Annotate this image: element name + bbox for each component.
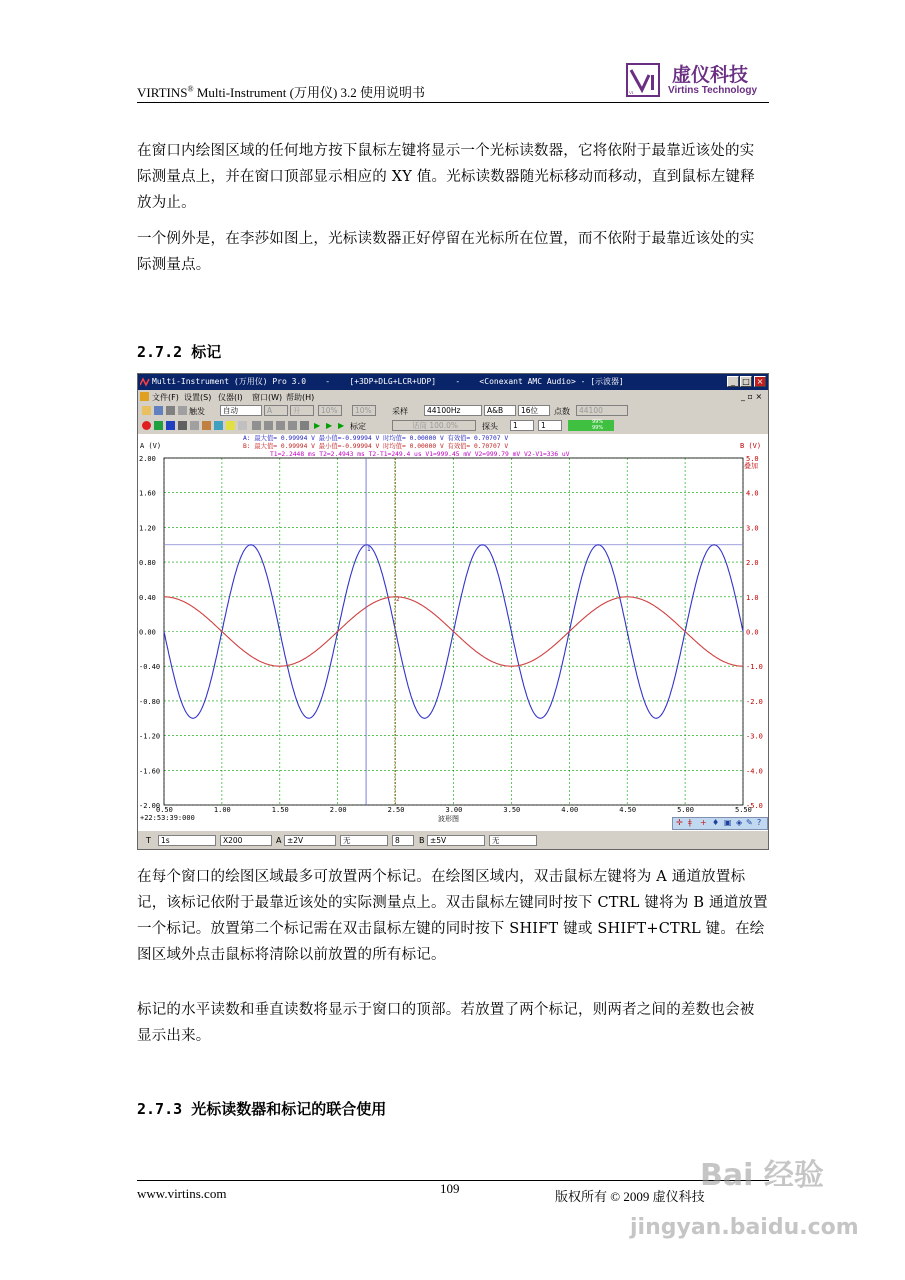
print-icon[interactable] [166, 406, 175, 415]
header-rule [137, 102, 769, 103]
mode-label: 叠加 [744, 462, 758, 470]
channel-mode-select[interactable]: A&B [484, 405, 516, 416]
page-number: 109 [440, 1181, 460, 1196]
app-titlebar [138, 374, 768, 390]
y-tick-label-right: -2.0 [746, 697, 763, 706]
x-tick-label: 1.50 [271, 806, 289, 814]
menu-settings[interactable]: 设置(S) [184, 393, 212, 402]
export-tool-icon[interactable]: ▣ [724, 818, 732, 827]
mark-label[interactable]: 标定 [350, 422, 366, 431]
y-tick-label-left: -1.60 [139, 767, 161, 776]
calibrate-icon[interactable] [252, 421, 261, 430]
microphone-volume-field[interactable]: 话筒 100.0% [392, 420, 476, 431]
x-tick-label: 4.00 [561, 806, 579, 814]
watermark-baidu: Bai 经验 [700, 1158, 824, 1193]
logo-mark-text: VI [629, 90, 634, 95]
probe-label: 探头 [482, 422, 498, 431]
y-tick-label-right: 3.0 [746, 524, 759, 533]
trigger-icon [178, 406, 187, 415]
y-tick-label-left: 0.40 [139, 593, 156, 602]
footer-url: www.virtins.com [137, 1186, 227, 1201]
zoom-select[interactable]: X200 [220, 835, 272, 846]
time-label: T [146, 836, 151, 845]
help-icon[interactable]: ? [757, 818, 762, 827]
save-icon[interactable] [154, 406, 163, 415]
plot-toolbar [672, 817, 768, 830]
header-title-rest: Multi-Instrument (万用仪) 3.2 使用说明书 [193, 85, 426, 100]
header-title-prefix: VIRTINS [137, 85, 188, 100]
chart-green-icon[interactable] [154, 421, 163, 430]
y-tick-label-right: 2.0 [746, 559, 759, 568]
x-tick-label: 2.50 [387, 806, 405, 814]
copy-tool-icon[interactable]: ◈ [736, 818, 743, 827]
oscilloscope-chart[interactable] [138, 434, 768, 831]
open-icon[interactable] [142, 406, 151, 415]
doc-icon [140, 392, 149, 401]
y-tick-label-right: -4.0 [746, 767, 763, 776]
wrench-icon[interactable]: ✎ [746, 818, 753, 827]
record-icon[interactable] [142, 421, 151, 430]
menu-instrument[interactable]: 仪器(I) [218, 393, 243, 402]
section-title: 标记 [191, 343, 222, 361]
menu-help[interactable]: 帮助(H) [286, 393, 315, 402]
paragraph-marker-readout: 标记的水平读数和垂直读数将显示于窗口的顶部。若放置了两个标记，则两者之间的差数也会被显示出来。 [137, 1002, 755, 1044]
x-tick-label: 5.00 [677, 806, 694, 814]
readout-line-t: T1=2.2448 ms T2=2.4943 ms T2-T1=249.4 us V1=999.45 mV V2=999.79 mV V2-V1=336 uV [270, 451, 570, 458]
channel-b-range-select[interactable]: ±5V [427, 835, 485, 846]
app-icon [140, 377, 150, 387]
x-tick-label: 3.50 [503, 806, 521, 814]
y-tick-label-left: -2.00 [139, 802, 161, 810]
mode-icon[interactable] [190, 421, 199, 430]
footer-copyright: 版权所有 © 2009 虚仪科技 [555, 1189, 705, 1204]
marker-tool-icon[interactable]: ǂ [688, 818, 692, 827]
paragraph-cursor-reader: 在窗口内绘图区域的任何地方按下鼠标左键将显示一个光标读数器，它将依附于最靠近该处的实际测量点上，并在窗口顶部显示相应的 XY 值。光标读数器随光标移动而移动，直到鼠标左键释放为止。 [137, 143, 755, 211]
settings-icon[interactable] [238, 421, 247, 430]
x-tick-label: 0.50 [156, 806, 173, 814]
bit-depth-select[interactable]: 16位 [518, 405, 550, 416]
y-tick-label-left: 0.00 [139, 628, 156, 637]
udp-icon[interactable] [226, 421, 235, 430]
y-tick-label-right: -1.0 [746, 663, 763, 672]
menu-window[interactable]: 窗口(W) [252, 393, 283, 402]
level-meter [568, 420, 614, 431]
virtins-logo-icon [626, 63, 660, 97]
dlg-icon[interactable] [214, 421, 223, 430]
section-heading-combined [137, 1098, 386, 1119]
paragraph-marker-placement: 在每个窗口的绘图区域最多可放置两个标记。在绘图区域内，双击鼠标左键将为 A 通道放置标记，该标记依附于最靠近该处的实际测量点上。双击鼠标左键同时按下 CTRL 键将为 B 通道放置一个标记。放置第二个标记需在双击鼠标左键的同时按下 SHIFT 键或 SHIFT+CTRL 键。在绘图区域外点击鼠标将清除以前放置的所有标记。 [137, 869, 768, 963]
trigger-channel-select[interactable]: A [264, 405, 288, 416]
paragraph-lissajous-exception: 一个例外是，在李莎如图上，光标读数器正好停留在光标所在位置，而不依附于最靠近该处的实际测量点。 [137, 231, 755, 273]
start-icon[interactable]: ▶ [338, 421, 345, 430]
grid-icon[interactable] [178, 421, 187, 430]
channel-a-label: A [276, 836, 282, 845]
maximize-button[interactable]: □ [740, 376, 752, 387]
play-icon[interactable]: ▶ [314, 421, 321, 430]
speaker-icon[interactable] [288, 421, 297, 430]
right-axis-label: B (V) [740, 442, 762, 450]
level-meter-a: 99% [592, 419, 604, 425]
minimize-button[interactable]: _ [727, 376, 739, 387]
points-label: 点数 [554, 407, 570, 416]
app-title: Multi-Instrument (万用仪) Pro 3.0 - [+3DP+DLG+LCR+UDP] - <Conexant AMC Audio> - [示波器] [152, 377, 624, 386]
trigger-edge-select[interactable]: 升 [290, 405, 314, 416]
section-title: 光标读数器和标记的联合使用 [191, 1100, 387, 1118]
output-icon[interactable] [300, 421, 309, 430]
child-minimize-icon[interactable]: _ ▫ × [741, 392, 763, 401]
y-tick-label-right: -5.0 [746, 802, 763, 810]
logo-english-name: Virtins Technology [668, 85, 758, 96]
y-tick-label-left: 0.80 [139, 559, 156, 568]
app-menubar [138, 390, 768, 403]
y-tick-label-right: 1.0 [746, 593, 759, 602]
marker-1-label: 1 [367, 545, 371, 553]
y-tick-label-left: 1.60 [139, 489, 156, 498]
sampling-label: 采样 [392, 407, 408, 416]
watermark-url: jingyan.baidu.com [630, 1215, 859, 1240]
marker-2-label: 2 [395, 595, 400, 603]
trigger-label: 触发 [189, 407, 205, 416]
channel-a-filter-select[interactable]: 无 [340, 835, 388, 846]
offset-select[interactable]: 8 [392, 835, 414, 846]
section-number: 2.7.3 [137, 1100, 183, 1118]
play-once-icon[interactable]: ▶ [326, 421, 333, 430]
y-tick-label-right: 0.0 [746, 628, 759, 637]
zoom-tool-icon[interactable]: + [700, 818, 707, 827]
channel-b-filter-select[interactable]: 无 [489, 835, 537, 846]
time-base-select[interactable]: 1s [158, 835, 216, 846]
menu-file[interactable]: 文件(F) [152, 393, 179, 402]
y-tick-label-left: 1.20 [139, 524, 156, 533]
record-file-icon[interactable] [202, 421, 211, 430]
cursor-tool-icon[interactable]: ✛ [676, 818, 683, 827]
trigger-mode-select[interactable]: 自动 [220, 405, 262, 416]
trigger-level-field[interactable]: 10% [318, 405, 342, 416]
x-tick-label: 4.50 [619, 806, 637, 814]
y-tick-label-left: -0.80 [139, 697, 161, 706]
x-tick-label: 2.00 [329, 806, 347, 814]
stats-tool-icon[interactable]: ♦ [712, 818, 720, 827]
chart-blue-icon[interactable] [166, 421, 175, 430]
toolbar-acquisition [138, 404, 768, 418]
close-button[interactable]: × [754, 376, 766, 387]
y-tick-label-left: -1.20 [139, 732, 161, 741]
trigger-delay-field[interactable]: 10% [352, 405, 376, 416]
header-title [137, 82, 425, 101]
timestamp: +22:53:39:000 [140, 814, 195, 822]
readout-line-b: B: 最大值= 0.99994 V 最小值=-0.99994 V 时均值= 0.00000 V 有效值= 0.70707 V [243, 443, 509, 450]
level-meter-b: 99% [592, 425, 604, 431]
section-number: 2.7.2 [137, 343, 183, 361]
probe-a-select[interactable]: 1 [510, 420, 534, 431]
probe-icon[interactable] [264, 421, 273, 430]
registered-mark: ® [187, 84, 194, 94]
y-tick-label-right: 4.0 [746, 489, 759, 498]
channel-a-range-select[interactable]: ±2V [284, 835, 336, 846]
probe-b-select[interactable]: 1 [538, 420, 562, 431]
channel-b-label: B [419, 836, 425, 845]
x-tick-label: 1.00 [213, 806, 231, 814]
points-select[interactable]: 44100 [576, 405, 628, 416]
toolbar-display [138, 419, 768, 433]
left-axis-label: A (V) [140, 442, 162, 450]
x-tick-label: 3.00 [445, 806, 463, 814]
y-tick-label-left: 2.00 [139, 455, 156, 463]
readout-line-a: A: 最大值= 0.99994 V 最小值=-0.99994 V 时均值= 0.00000 V 有效值= 0.70707 V [243, 435, 509, 442]
x-axis-label: 波形图 [438, 815, 459, 823]
y-tick-label-right: 5.0 [746, 455, 759, 463]
section-heading-markers [137, 341, 221, 362]
logo-chinese-name: 虚仪科技 [672, 64, 749, 86]
oscilloscope-plot[interactable] [138, 434, 768, 831]
y-tick-label-left: -0.40 [139, 663, 161, 672]
bottom-control-bar [138, 832, 768, 849]
y-tick-label-right: -3.0 [746, 732, 763, 741]
x-tick-label: 5.50 [735, 806, 752, 814]
sample-rate-select[interactable]: 44100Hz [424, 405, 482, 416]
app-window-screenshot [137, 373, 769, 850]
ref-icon[interactable] [276, 421, 285, 430]
